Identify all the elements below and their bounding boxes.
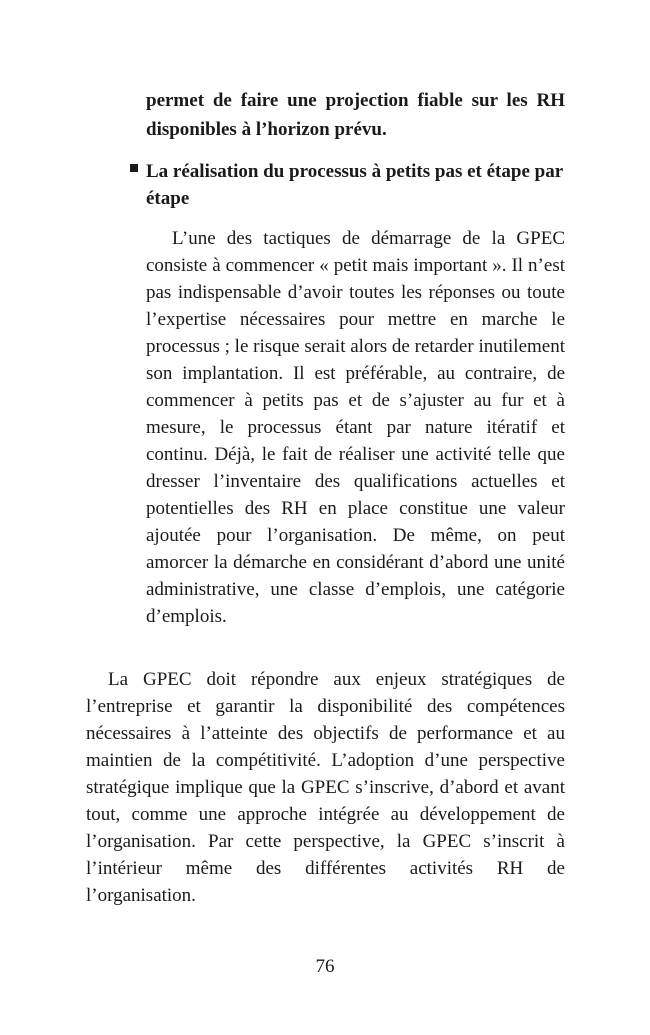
bullet-heading: La réalisation du processus à petits pas et étape par étape	[146, 161, 563, 209]
main-paragraph: La GPEC doit répondre aux enjeux stratégiques de l’entreprise et garantir la disponibilité des compétences nécessaires à l’atteinte des objectifs de performance et au maintien de la compétitivité. L’adoption d’une perspective stratégique implique que la GPEC s’inscrive, d’abord et avant tout, comme une approche intégrée au développement de l’organisation. Par cette perspective, la GPEC s’inscrit à l’intérieur même des différentes activités RH de l’organisation.	[86, 669, 565, 906]
page-number: 76	[315, 956, 335, 977]
square-bullet-icon	[130, 164, 138, 172]
bullet-body-paragraph: L’une des tactiques de démarrage de la GPEC consiste à commencer « petit mais important ». Il n’est pas indispensable d’avoir toutes les réponses ou toute l’expertise nécessaires pour mettre en marche le processus ; le risque serait alors de retarder inutilement son implantation. Il est préférable, au contraire, de commencer à petits pas et de s’ajuster au fur et à mesure, le processus étant par nature itératif et continu. Déjà, le fait de réaliser une activité telle que dresser l’inventaire des qualifications actuelles et potentielles des RH en place constitue une valeur ajoutée pour l’organisation. De même, on peut amorcer la démarche en considérant d’abord une unité administrative, une classe d’emplois, une catégorie d’emplois.	[146, 228, 565, 627]
continuation-paragraph: permet de faire une projection fiable sur les RH disponibles à l’horizon prévu.	[146, 90, 565, 140]
